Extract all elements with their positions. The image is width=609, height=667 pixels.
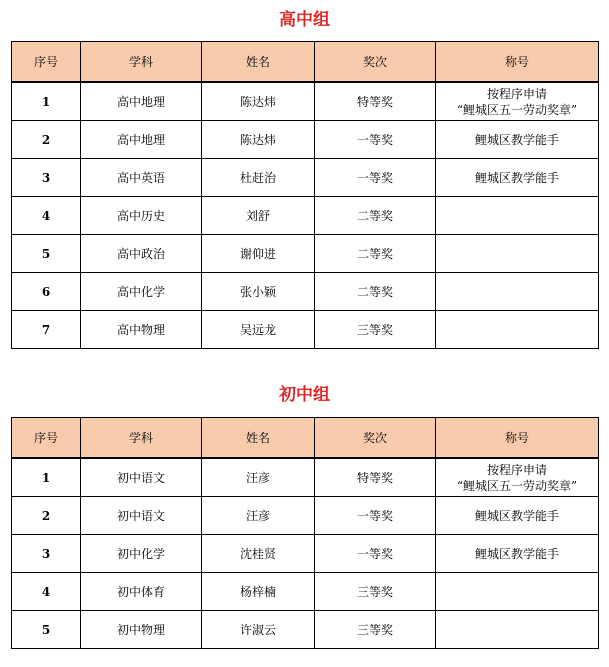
cell-honor-title bbox=[436, 197, 599, 235]
cell-subject: 初中化学 bbox=[81, 535, 202, 573]
honor-title-line: “鲤城区五一劳动奖章” bbox=[456, 102, 578, 117]
cell-award: 特等奖 bbox=[315, 458, 436, 497]
table-row bbox=[12, 121, 599, 159]
cell-honor-title bbox=[436, 82, 599, 121]
cell-subject: 高中地理 bbox=[81, 121, 202, 159]
cell-number: 4 bbox=[12, 197, 81, 235]
table-row bbox=[12, 573, 599, 611]
cell-subject: 高中地理 bbox=[81, 82, 202, 121]
cell-award: 三等奖 bbox=[315, 611, 436, 649]
cell-name: 陈达炜 bbox=[202, 82, 315, 121]
cell-award: 一等奖 bbox=[315, 497, 436, 535]
cell-number: 5 bbox=[12, 611, 81, 649]
cell-name: 张小颖 bbox=[202, 273, 315, 311]
table-row bbox=[12, 535, 599, 573]
table-header-row bbox=[12, 418, 599, 459]
cell-number: 2 bbox=[12, 121, 81, 159]
cell-award: 一等奖 bbox=[315, 159, 436, 197]
header-award: 奖次 bbox=[315, 418, 436, 459]
cell-honor-title bbox=[436, 235, 599, 273]
cell-subject: 初中语文 bbox=[81, 497, 202, 535]
table-row bbox=[12, 497, 599, 535]
cell-number: 1 bbox=[12, 82, 81, 121]
cell-honor-title bbox=[436, 159, 599, 197]
cell-award: 一等奖 bbox=[315, 121, 436, 159]
cell-award: 特等奖 bbox=[315, 82, 436, 121]
cell-number: 3 bbox=[12, 535, 81, 573]
cell-name: 陈达炜 bbox=[202, 121, 315, 159]
high-school-award-table bbox=[11, 41, 599, 349]
cell-subject: 高中英语 bbox=[81, 159, 202, 197]
cell-subject: 初中体育 bbox=[81, 573, 202, 611]
cell-number: 4 bbox=[12, 573, 81, 611]
junior-high-award-table bbox=[11, 417, 599, 649]
honor-title-line: 鲤城区教学能手 bbox=[474, 546, 559, 561]
cell-award: 二等奖 bbox=[315, 273, 436, 311]
cell-award: 三等奖 bbox=[315, 573, 436, 611]
honor-title-line: “鲤城区五一劳动奖章” bbox=[456, 478, 578, 493]
honor-title-line: 按程序申请 bbox=[486, 86, 547, 101]
cell-subject: 初中语文 bbox=[81, 458, 202, 497]
header-subject: 学科 bbox=[81, 42, 202, 83]
cell-honor-title bbox=[436, 611, 599, 649]
cell-award: 三等奖 bbox=[315, 311, 436, 349]
cell-name: 吴远龙 bbox=[202, 311, 315, 349]
cell-subject: 高中物理 bbox=[81, 311, 202, 349]
table-row bbox=[12, 159, 599, 197]
table-row bbox=[12, 458, 599, 497]
cell-number: 3 bbox=[12, 159, 81, 197]
cell-subject: 高中政治 bbox=[81, 235, 202, 273]
junior-high-group-title: 初中组 bbox=[279, 385, 330, 405]
cell-name: 刘舒 bbox=[202, 197, 315, 235]
table-row bbox=[12, 273, 599, 311]
table-row bbox=[12, 235, 599, 273]
honor-title-line: 鲤城区教学能手 bbox=[474, 170, 559, 185]
cell-honor-title bbox=[436, 121, 599, 159]
cell-honor-title bbox=[436, 273, 599, 311]
cell-name: 谢仰进 bbox=[202, 235, 315, 273]
cell-number: 5 bbox=[12, 235, 81, 273]
header-number: 序号 bbox=[12, 42, 81, 83]
cell-number: 1 bbox=[12, 458, 81, 497]
honor-title-line: 鲤城区教学能手 bbox=[474, 508, 559, 523]
cell-name: 杨梓楠 bbox=[202, 573, 315, 611]
table-body bbox=[12, 458, 599, 649]
cell-name: 许淑云 bbox=[202, 611, 315, 649]
cell-award: 二等奖 bbox=[315, 235, 436, 273]
cell-award: 一等奖 bbox=[315, 535, 436, 573]
honor-title-line: 鲤城区教学能手 bbox=[474, 132, 559, 147]
header-award: 奖次 bbox=[315, 42, 436, 83]
cell-honor-title bbox=[436, 573, 599, 611]
header-honor-title: 称号 bbox=[436, 418, 599, 459]
header-name: 姓名 bbox=[202, 42, 315, 83]
honor-title-line: 按程序申请 bbox=[486, 462, 547, 477]
header-number: 序号 bbox=[12, 418, 81, 459]
cell-honor-title bbox=[436, 458, 599, 497]
cell-subject: 高中化学 bbox=[81, 273, 202, 311]
cell-subject: 高中历史 bbox=[81, 197, 202, 235]
table-row bbox=[12, 197, 599, 235]
table-row bbox=[12, 82, 599, 121]
cell-award: 二等奖 bbox=[315, 197, 436, 235]
cell-honor-title bbox=[436, 311, 599, 349]
cell-name: 汪彦 bbox=[202, 458, 315, 497]
header-name: 姓名 bbox=[202, 418, 315, 459]
header-subject: 学科 bbox=[81, 418, 202, 459]
cell-name: 沈桂贤 bbox=[202, 535, 315, 573]
header-honor-title: 称号 bbox=[436, 42, 599, 83]
cell-honor-title bbox=[436, 535, 599, 573]
table-row bbox=[12, 611, 599, 649]
cell-number: 6 bbox=[12, 273, 81, 311]
cell-name: 杜赶治 bbox=[202, 159, 315, 197]
cell-honor-title bbox=[436, 497, 599, 535]
table-header-row bbox=[12, 42, 599, 83]
table-row bbox=[12, 311, 599, 349]
cell-number: 7 bbox=[12, 311, 81, 349]
high-school-group-title: 高中组 bbox=[279, 10, 330, 30]
cell-name: 汪彦 bbox=[202, 497, 315, 535]
cell-number: 2 bbox=[12, 497, 81, 535]
table-body bbox=[12, 82, 599, 349]
cell-subject: 初中物理 bbox=[81, 611, 202, 649]
